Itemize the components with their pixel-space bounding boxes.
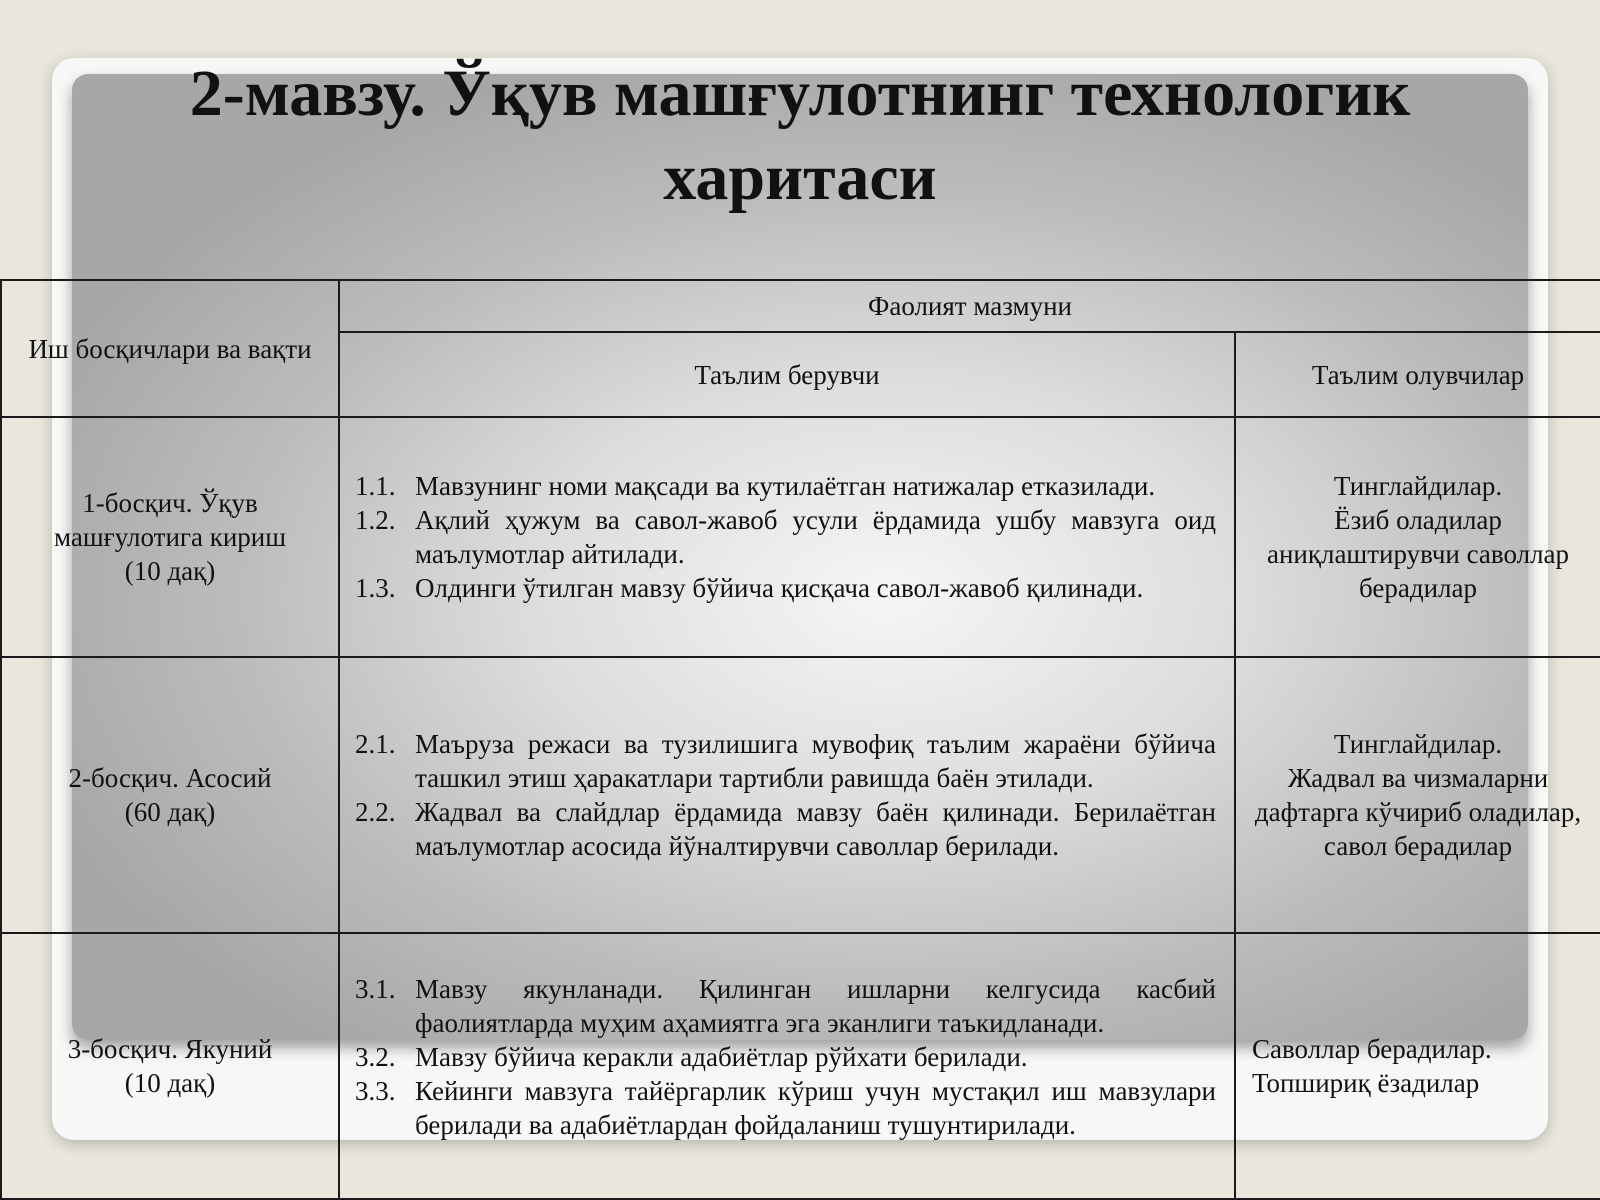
header-teacher-cell — [339, 332, 1235, 417]
table-row — [1, 417, 1600, 657]
stage-name: 1-босқич. Ўқув машғулотига кириш — [53, 488, 287, 552]
students-activity-line: Ёзиб оладилар аниқлаштирувчи саволлар берадилар — [1266, 505, 1570, 603]
list-item-number: 3.2. — [355, 1042, 396, 1072]
list-item — [355, 503, 1216, 571]
list-item-number: 2.2. — [355, 797, 396, 827]
list-item — [355, 727, 1216, 795]
stage-cell — [1, 657, 339, 933]
list-item — [355, 571, 1216, 605]
stage-name: 3-босқич. Якуний — [67, 1034, 273, 1064]
list-item — [355, 972, 1216, 1040]
list-item-text: Мавзу бўйича керакли адабиётлар рўйхати берилади. — [415, 1042, 1028, 1072]
header-activity-cell — [339, 280, 1600, 332]
slide-title-line-2: харитаси — [663, 141, 937, 214]
header-activity-label: Фаолият мазмуни — [868, 291, 1073, 321]
students-activity-cell — [1235, 417, 1600, 657]
list-item-number: 1.2. — [355, 505, 396, 535]
list-item-number: 1.3. — [355, 573, 396, 603]
stage-duration: (10 дақ) — [124, 556, 216, 586]
table-header-row — [1, 280, 1600, 332]
header-students-cell — [1235, 332, 1600, 417]
table-row — [1, 657, 1600, 933]
students-activity-cell — [1235, 933, 1600, 1199]
stage-name: 2-босқич. Асосий — [68, 763, 272, 793]
students-activity-line: Топшириқ ёзадилар — [1252, 1068, 1480, 1098]
students-activity-line: Тинглайдилар. — [1333, 471, 1503, 501]
header-stages-cell — [1, 280, 339, 417]
stage-cell — [1, 417, 339, 657]
list-item-text: Мавзунинг номи мақсади ва кутилаётган натижалар етказилади. — [415, 471, 1156, 501]
teacher-activity-cell — [339, 657, 1235, 933]
teacher-activity-cell — [339, 933, 1235, 1199]
header-teacher-label: Таълим берувчи — [694, 359, 880, 390]
list-item-text: Ақлий ҳужум ва савол-жавоб усули ёрдамида ушбу мавзуга оид маълумотлар айтилади. — [415, 505, 1216, 569]
students-activity-line: Жадвал ва чизмаларни дафтарга кўчириб оладилар, савол берадилар — [1254, 763, 1582, 861]
technological-map-table — [0, 279, 1600, 1200]
slide-title-line-1: 2-мавзу. Ўқув машғулотнинг технологик — [189, 57, 1411, 130]
table-row — [1, 933, 1600, 1199]
students-activity-line: Саволлар берадилар. — [1252, 1034, 1492, 1064]
list-item-text: Жадвал ва слайдлар ёрдамида мавзу баён қилинади. Берилаётган маълумотлар асосида йўналтирувчи саволлар берилади. — [415, 797, 1216, 861]
list-item — [355, 1040, 1216, 1074]
list-item-text: Кейинги мавзуга тайёргарлик кўриш учун мустақил иш мавзулари берилади ва адабиётлардан фойдаланиш тушунтирилади. — [415, 1076, 1216, 1140]
list-item-number: 2.1. — [355, 729, 396, 759]
list-item-number: 3.1. — [355, 974, 396, 1004]
stage-cell — [1, 933, 339, 1199]
list-item-text: Маъруза режаси ва тузилишига мувофиқ таълим жараёни бўйича ташкил этиш ҳаракатлари тартибли равишда баён этилади. — [415, 729, 1216, 793]
students-activity-cell — [1235, 657, 1600, 933]
list-item-text: Мавзу якунланади. Қилинган ишларни келгусида касбий фаолиятларда муҳим аҳамиятга эга эканлиги таъкидланади. — [415, 974, 1216, 1038]
header-students-label: Таълим олувчилар — [1311, 359, 1525, 390]
list-item-text: Олдинги ўтилган мавзу бўйича қисқача савол-жавоб қилинади. — [415, 573, 1144, 603]
header-stages-label: Иш босқичлари ва вақти — [28, 333, 312, 364]
stage-duration: (10 дақ) — [124, 1068, 216, 1098]
list-item — [355, 469, 1216, 503]
list-item-number: 1.1. — [355, 471, 396, 501]
slide-title — [100, 52, 1500, 220]
teacher-activity-cell — [339, 417, 1235, 657]
list-item — [355, 795, 1216, 863]
stage-duration: (60 дақ) — [124, 797, 216, 827]
list-item — [355, 1074, 1216, 1142]
students-activity-line: Тинглайдилар. — [1333, 729, 1503, 759]
list-item-number: 3.3. — [355, 1076, 396, 1106]
